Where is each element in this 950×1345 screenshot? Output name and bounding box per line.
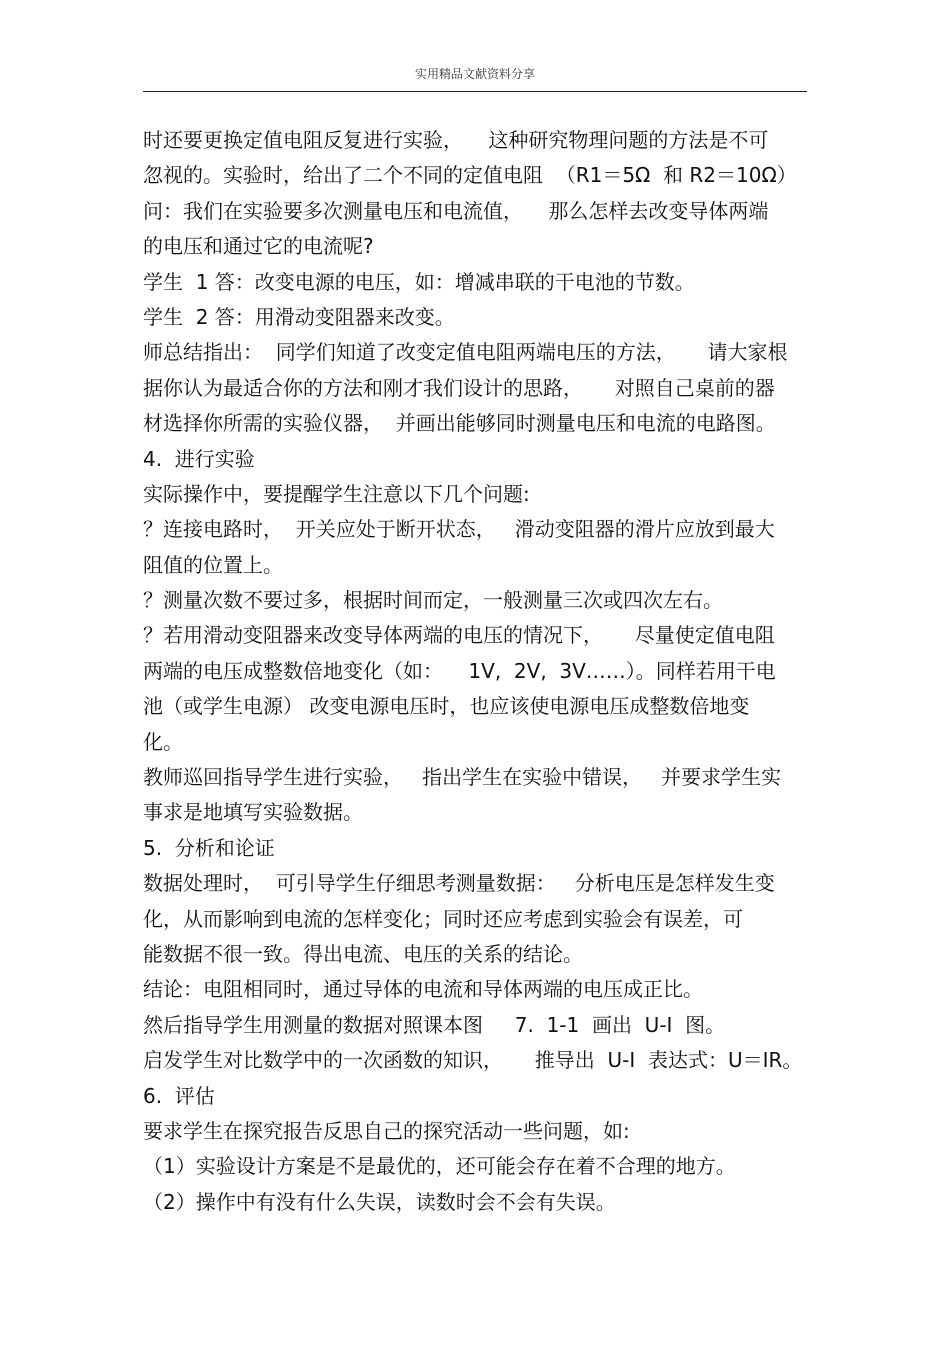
text-line-24: 能数据不很一致。得出电流、电压的关系的结论。 — [143, 941, 583, 966]
text-line-30: （1）实验设计方案是不是最优的，还可能会存在着不合理的地方。 — [143, 1154, 736, 1179]
text-line-13: 阻值的位置上。 — [143, 552, 283, 577]
text-line-2: 忽视的。实验时，给出了二个不同的定值电阻 （R1＝5Ω 和 R2＝10Ω） — [143, 163, 797, 188]
text-line-23: 化，从而影响到电流的怎样变化；同时还应考虑到实验会有误差，可 — [143, 906, 743, 931]
section-heading-5: 5. 分析和论证 — [143, 835, 275, 860]
text-line-8: 据你认为最适合你的方法和刚才我们设计的思路， 对照自己桌前的器 — [143, 375, 775, 400]
text-line-4: 的电压和通过它的电流呢? — [143, 234, 374, 259]
text-line-17: 池（或学生电源） 改变电源电压时，也应该使电源电压成整数倍地变 — [143, 694, 750, 719]
text-line-6: 学生 2 答：用滑动变阻器来改变。 — [143, 304, 455, 329]
text-line-19: 教师巡回指导学生进行实验， 指出学生在实验中错误， 并要求学生实 — [143, 765, 782, 790]
text-line-15: ？若用滑动变阻器来改变导体两端的电压的情况下， 尽量使定值电阻 — [143, 623, 775, 648]
text-line-22: 数据处理时， 可引导学生仔细思考测量数据： 分析电压是怎样发生变 — [143, 871, 775, 896]
text-line-5: 学生 1 答：改变电源的电压，如：增减串联的干电池的节数。 — [143, 269, 695, 294]
text-line-12: ？连接电路时， 开关应处于断开状态， 滑动变阻器的滑片应放到最大 — [143, 517, 775, 542]
document-body — [143, 123, 808, 1220]
text-line-9: 材选择你所需的实验仪器， 并画出能够同时测量电压和电流的电路图。 — [143, 411, 776, 436]
text-line-3: 问：我们在实验要多次测量电压和电流值， 那么怎样去改变导体两端 — [143, 198, 769, 223]
text-line-25: 结论：电阻相同时，通过导体的电流和导体两端的电压成正比。 — [143, 977, 703, 1002]
text-line-20: 事求是地填写实验数据。 — [143, 800, 363, 825]
text-line-26: 然后指导学生用测量的数据对照课本图 7. 1-1 画出 U-I 图。 — [143, 1012, 726, 1037]
section-heading-6: 6. 评估 — [143, 1083, 215, 1108]
text-line-27: 启发学生对比数学中的一次函数的知识， 推导出 U-I 表达式：U＝IR。 — [143, 1048, 803, 1073]
text-line-16: 两端的电压成整数倍地变化（如： 1V, 2V, 3V……）。同样若用干电 — [143, 658, 776, 683]
section-heading-4: 4. 进行实验 — [143, 446, 255, 471]
header-divider — [143, 91, 807, 92]
text-line-14: ？测量次数不要过多，根据时间而定，一般测量三次或四次左右。 — [143, 588, 723, 613]
text-line-11: 实际操作中，要提醒学生注意以下几个问题: — [143, 481, 530, 506]
text-line-7: 师总结指出： 同学们知道了改变定值电阻两端电压的方法， 请大家根 — [143, 340, 788, 365]
text-line-31: （2）操作中有没有什么失误，读数时会不会有失误。 — [143, 1189, 616, 1214]
text-line-1: 时还要更换定值电阻反复进行实验， 这种研究物理问题的方法是不可 — [143, 128, 769, 152]
page-header: 实用精品文献资料分享 — [414, 67, 535, 81]
text-line-29: 要求学生在探究报告反思自己的探究活动一些问题，如: — [143, 1118, 630, 1143]
text-line-18: 化。 — [143, 729, 183, 754]
